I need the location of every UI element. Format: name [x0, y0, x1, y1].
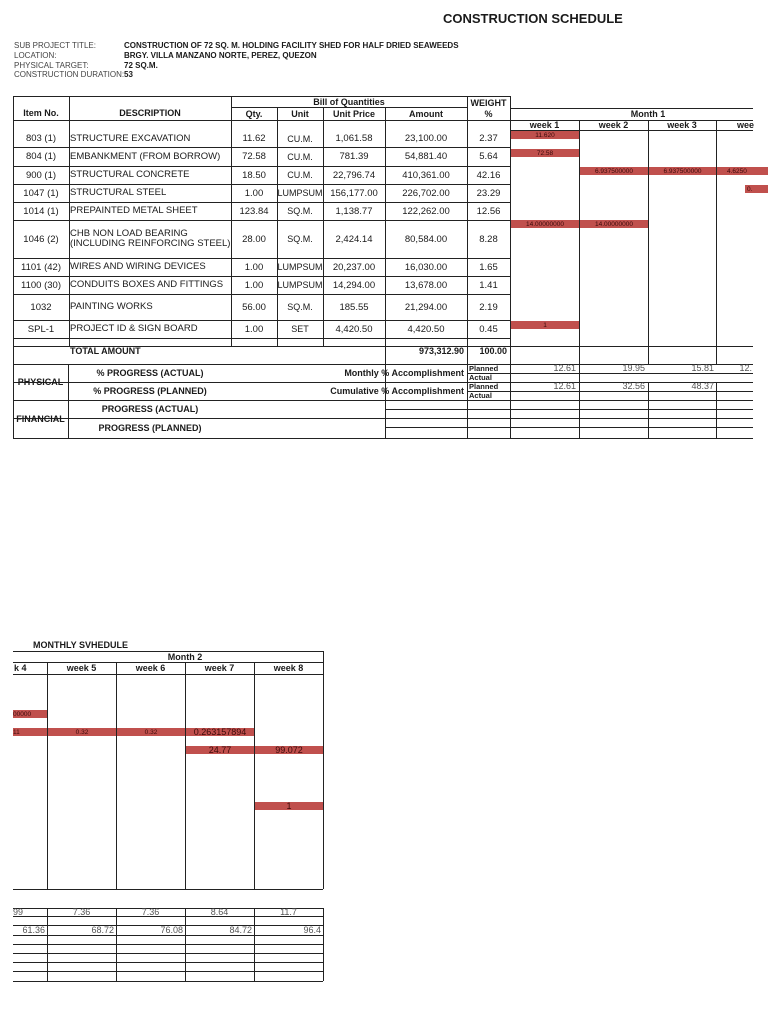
m1-bar-embankment-w1: 72.58	[511, 149, 579, 157]
header-weight: WEIGHT	[470, 97, 507, 108]
cell-unit-price: 20,237.00	[332, 261, 376, 273]
cell-qty: 18.50	[242, 169, 266, 181]
pct-progress-actual-label: % PROGRESS (ACTUAL)	[96, 368, 204, 378]
cell-item-no: 1046 (2)	[23, 233, 59, 245]
m1-bar-steel-w4: 0.	[745, 185, 768, 193]
cell-qty: 1.00	[244, 279, 264, 291]
cell-amount: 21,294.00	[404, 301, 448, 313]
cell-unit-price: 4,420.50	[335, 323, 373, 335]
m2-bar-metal-sheet-w7: 24.77	[186, 746, 254, 754]
m2-cumulative-week-5: 68.72	[91, 925, 114, 935]
cell-unit: LUMPSUM	[277, 262, 323, 272]
header-week-5: week 5	[66, 663, 97, 673]
m2-bar-steel-w5: 0.32	[48, 728, 116, 736]
m2-monthly-week-7: 8.64	[210, 907, 229, 917]
label-sub-project-title: SUB PROJECT TITLE:	[14, 41, 96, 50]
cell-amount: 410,361.00	[402, 169, 450, 181]
header-unit: Unit	[291, 108, 309, 119]
m1-cumulative-week-2: 32.56	[622, 381, 645, 391]
header-description: DESCRIPTION	[119, 108, 181, 118]
cell-item-no: 1101 (42)	[21, 261, 61, 273]
value-construction-duration: 53	[124, 70, 133, 79]
actual-label-1: Actual	[469, 373, 492, 382]
m2-cumulative-week-6: 76.08	[160, 925, 183, 935]
cell-unit: SET	[291, 324, 309, 334]
cell-description	[69, 184, 232, 202]
cell-description	[69, 130, 232, 147]
cell-amount: 13,678.00	[404, 279, 448, 291]
cell-description	[69, 294, 232, 320]
cell-weight: 23.29	[476, 187, 501, 199]
cell-description	[69, 166, 232, 184]
cell-amount: 23,100.00	[404, 133, 448, 144]
m1-bar-chb-w2: 14.00000000	[580, 220, 648, 228]
total-weight-value: 100.00	[479, 346, 507, 356]
description-line: WIRES AND WIRING DEVICES	[70, 261, 206, 272]
m2-monthly-week-8: 11.7	[280, 907, 297, 917]
description-line: STRUCTURE EXCAVATION	[70, 132, 191, 144]
planned-label-1: Planned	[469, 364, 499, 373]
cell-item-no: SPL-1	[27, 323, 55, 335]
m1-cumulative-week-3: 48.37	[691, 381, 714, 391]
cell-description	[69, 147, 232, 166]
cell-qty: 28.00	[242, 233, 266, 245]
actual-label-2: Actual	[469, 391, 492, 400]
m2-cumulative-week-7: 84.72	[229, 925, 252, 935]
cell-unit-price: 2,424.14	[335, 233, 373, 245]
cell-unit-price: 1,138.77	[335, 205, 373, 217]
cell-item-no: 900 (1)	[25, 169, 57, 181]
cell-amount: 122,262.00	[402, 205, 450, 217]
header-qty: Qty.	[245, 108, 263, 119]
cell-qty: 123.84	[239, 205, 269, 217]
page-title: CONSTRUCTION SCHEDULE	[443, 11, 623, 26]
cell-item-no: 1100 (30)	[21, 279, 61, 291]
cell-qty: 1.00	[244, 323, 264, 335]
cell-amount: 226,702.00	[402, 187, 450, 199]
cell-qty: 72.58	[242, 151, 266, 162]
header-week-7: week 7	[204, 663, 235, 673]
cell-unit-price: 781.39	[339, 151, 369, 162]
cell-item-no: 1014 (1)	[23, 205, 59, 217]
cell-qty: 1.00	[244, 187, 264, 199]
label-location: LOCATION:	[14, 51, 57, 60]
cell-item-no: 803 (1)	[25, 133, 57, 144]
cell-item-no: 1047 (1)	[23, 187, 59, 199]
description-line: CHB NON LOAD BEARING	[70, 228, 188, 239]
m2-bar-concrete-w4: 00000	[13, 710, 47, 718]
progress-actual-label: PROGRESS (ACTUAL)	[101, 404, 199, 414]
cell-unit: CU.M.	[287, 151, 313, 162]
header-week-1: week 1	[529, 120, 560, 130]
m1-monthly-week-3: 15.81	[691, 363, 714, 373]
m2-bar-steel-w6: 0.32	[117, 728, 185, 736]
cell-description	[69, 258, 232, 276]
cell-weight: 1.41	[479, 279, 498, 291]
cell-amount: 4,420.50	[407, 323, 445, 335]
header-amount: Amount	[409, 108, 443, 119]
cell-weight: 2.37	[479, 133, 498, 144]
physical-label: PHYSICAL	[17, 377, 64, 387]
m2-bar-metal-sheet-w8: 99.072	[255, 746, 323, 754]
cell-qty: 1.00	[244, 261, 264, 273]
cell-unit: LUMPSUM	[277, 188, 323, 198]
m2-monthly-week-6: 7.36	[141, 907, 160, 917]
cell-unit-price: 22,796.74	[332, 169, 376, 181]
cell-unit: SQ.M.	[287, 206, 313, 216]
cell-description	[69, 276, 232, 294]
header-unit-price: Unit Price	[332, 108, 375, 119]
m1-bar-concrete-w3: 6.937500000	[649, 167, 716, 175]
header-week-2: week 2	[598, 120, 629, 130]
m2-bar-wiring-w8: 1	[255, 802, 323, 810]
m2-cumulative-week-4: 61.36	[22, 925, 45, 935]
header-week-3: week 3	[667, 120, 697, 130]
cell-qty: 56.00	[242, 301, 266, 313]
m2-monthly-week-4: 99	[13, 907, 24, 917]
m2-bar-steel-w4: 11	[13, 728, 47, 736]
cell-unit: SQ.M.	[287, 302, 313, 312]
cell-weight: 0.45	[479, 323, 498, 335]
cell-unit-price: 185.55	[339, 301, 369, 313]
cell-amount: 16,030.00	[404, 261, 448, 273]
value-physical-target: 72 SQ.M.	[124, 61, 158, 70]
cell-weight: 8.28	[479, 233, 498, 245]
m1-bar-concrete-w2: 6.937500000	[580, 167, 648, 175]
header-week-8: week 8	[273, 663, 304, 673]
cell-amount: 80,584.00	[404, 233, 448, 245]
description-line: STRUCTURAL CONCRETE	[70, 169, 190, 180]
m1-monthly-week-4: 12.	[739, 363, 752, 373]
cell-unit: LUMPSUM	[277, 280, 323, 290]
cell-weight: 42.16	[476, 169, 501, 181]
cumulative-accomplishment-label: Cumulative % Accomplishment	[330, 386, 464, 396]
m1-monthly-week-1: 12.61	[553, 363, 576, 373]
total-amount-value: 973,312.90	[418, 346, 464, 356]
header-bill-of-quantities: Bill of Quantities	[313, 96, 385, 107]
cell-unit: CU.M.	[287, 133, 313, 144]
description-line: PAINTING WORKS	[70, 301, 153, 312]
description-line: (INCLUDING REINFORCING STEEL)	[70, 238, 231, 249]
progress-planned-label: PROGRESS (PLANNED)	[98, 423, 202, 433]
cell-description	[69, 220, 232, 258]
cell-weight: 1.65	[479, 261, 498, 273]
m2-bar-steel-w7: 0.263157894	[186, 728, 254, 736]
monthly-accomplishment-label: Monthly % Accomplishment	[344, 368, 464, 378]
cell-unit-price: 1,061.58	[335, 133, 373, 144]
cell-description	[69, 202, 232, 220]
header-weight-percent: %	[484, 108, 493, 119]
header-month-2: Month 2	[167, 651, 203, 662]
label-physical-target: PHYSICAL TARGET:	[14, 61, 89, 70]
cell-unit: CU.M.	[287, 170, 313, 180]
cell-weight: 12.56	[476, 205, 501, 217]
m1-monthly-week-2: 19.95	[622, 363, 645, 373]
description-line: EMBANKMENT (FROM BORROW)	[70, 150, 221, 162]
header-item-no: Item No.	[23, 108, 59, 118]
header-week-4-cont: k 4	[14, 663, 27, 673]
m1-bar-chb-w1: 14.00000000	[511, 220, 579, 228]
monthly-schedule-title: MONTHLY SVHEDULE	[33, 640, 129, 650]
description-line: PROJECT ID & SIGN BOARD	[70, 323, 198, 334]
cell-unit-price: 14,294.00	[332, 279, 376, 291]
header-month-1: Month 1	[630, 109, 666, 119]
description-line: STRUCTURAL STEEL	[70, 187, 167, 198]
cell-unit-price: 156,177.00	[330, 187, 378, 199]
m2-monthly-week-5: 7.36	[72, 907, 91, 917]
m2-cumulative-week-8: 96.4	[303, 925, 321, 935]
description-line: PREPAINTED METAL SHEET	[70, 205, 198, 216]
header-week-6: week 6	[135, 663, 166, 673]
cell-weight: 2.19	[479, 301, 498, 313]
m1-cumulative-week-1: 12.61	[553, 381, 576, 391]
cell-qty: 11.62	[242, 133, 266, 144]
m1-bar-excavation-w1: 11.620	[511, 131, 579, 139]
m1-bar-signboard-w1: 1	[511, 321, 579, 329]
label-construction-duration: CONSTRUCTION DURATION:	[14, 70, 125, 79]
cell-item-no: 804 (1)	[25, 151, 57, 162]
total-amount-label: TOTAL AMOUNT	[70, 346, 141, 356]
description-line: CONDUITS BOXES AND FITTINGS	[70, 279, 224, 290]
cell-description	[69, 320, 232, 338]
m1-bar-concrete-w4: 4.6250	[717, 167, 768, 175]
value-sub-project-title: CONSTRUCTION OF 72 SQ. M. HOLDING FACILITY SHED FOR HALF DRIED SEAWEEDS	[124, 41, 459, 50]
planned-label-2: Planned	[469, 382, 499, 391]
cell-unit: SQ.M.	[287, 234, 313, 244]
pct-progress-planned-label: % PROGRESS (PLANNED)	[93, 386, 207, 396]
cell-amount: 54,881.40	[404, 151, 448, 162]
cell-weight: 5.64	[479, 151, 498, 162]
cell-item-no: 1032	[30, 301, 52, 313]
financial-label: FINANCIAL	[16, 414, 65, 424]
value-location: BRGY. VILLA MANZANO NORTE, PEREZ, QUEZON	[124, 51, 317, 60]
header-week-4-partial: wee	[737, 120, 755, 130]
